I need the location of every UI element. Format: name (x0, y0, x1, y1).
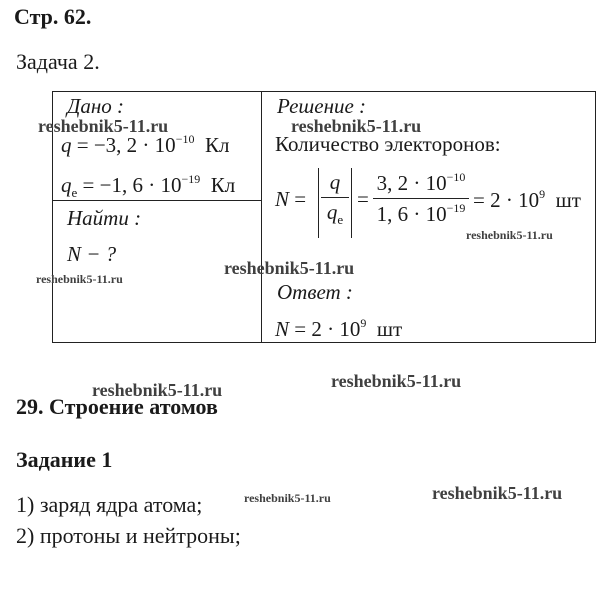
page-reference: Стр. 62. (14, 4, 92, 29)
subtask-title: Задание 1 (16, 447, 113, 472)
task-label: Задача 2. (16, 49, 100, 74)
find-expression: N − ? (67, 242, 117, 266)
given-charge: q = −3, $2 \cdot 10^{-10}$ Кл (61, 132, 230, 157)
solution-formula-lhs: N = (275, 187, 307, 211)
find-heading: Найти : (67, 206, 142, 230)
watermark: reshebnik5-11.ru (466, 228, 553, 242)
table-divider-vertical (261, 92, 262, 342)
abs-bar-right (351, 168, 352, 238)
watermark: reshebnik5-11.ru (38, 116, 169, 136)
given-electron-charge: $q_e = -1$, $6 \cdot 10^{-19}$ Кл (61, 172, 236, 200)
watermark: reshebnik5-11.ru (432, 483, 563, 503)
section-title: 29. Строение атомов (16, 394, 218, 419)
abs-bar-left (318, 168, 319, 238)
list-item: 1) заряд ядра атома; (16, 492, 203, 517)
solution-text: Количество электоронов: (275, 132, 501, 156)
answer-value: $N = 2 \cdot 10^9$ шт (275, 316, 403, 341)
watermark: reshebnik5-11.ru (224, 258, 355, 278)
given-heading: Дано : (67, 94, 125, 118)
watermark: reshebnik5-11.ru (92, 380, 223, 400)
watermark: reshebnik5-11.ru (291, 116, 422, 136)
answer-heading: Ответ : (277, 280, 353, 304)
charge-ratio-fraction: q $q_e$ (321, 170, 349, 228)
solution-result: = $2 \cdot 10^9$ шт (473, 187, 581, 212)
value-fraction: 3, $2 \cdot 10^{-10}$ 1, $6 \cdot 10^{-19}$ (373, 170, 469, 227)
watermark: reshebnik5-11.ru (331, 371, 462, 391)
watermark: reshebnik5-11.ru (36, 272, 123, 286)
solution-heading: Решение : (277, 94, 367, 118)
watermark: reshebnik5-11.ru (244, 491, 331, 505)
list-item: 2) протоны и нейтроны; (16, 523, 241, 548)
solution-equals: = (357, 187, 369, 211)
